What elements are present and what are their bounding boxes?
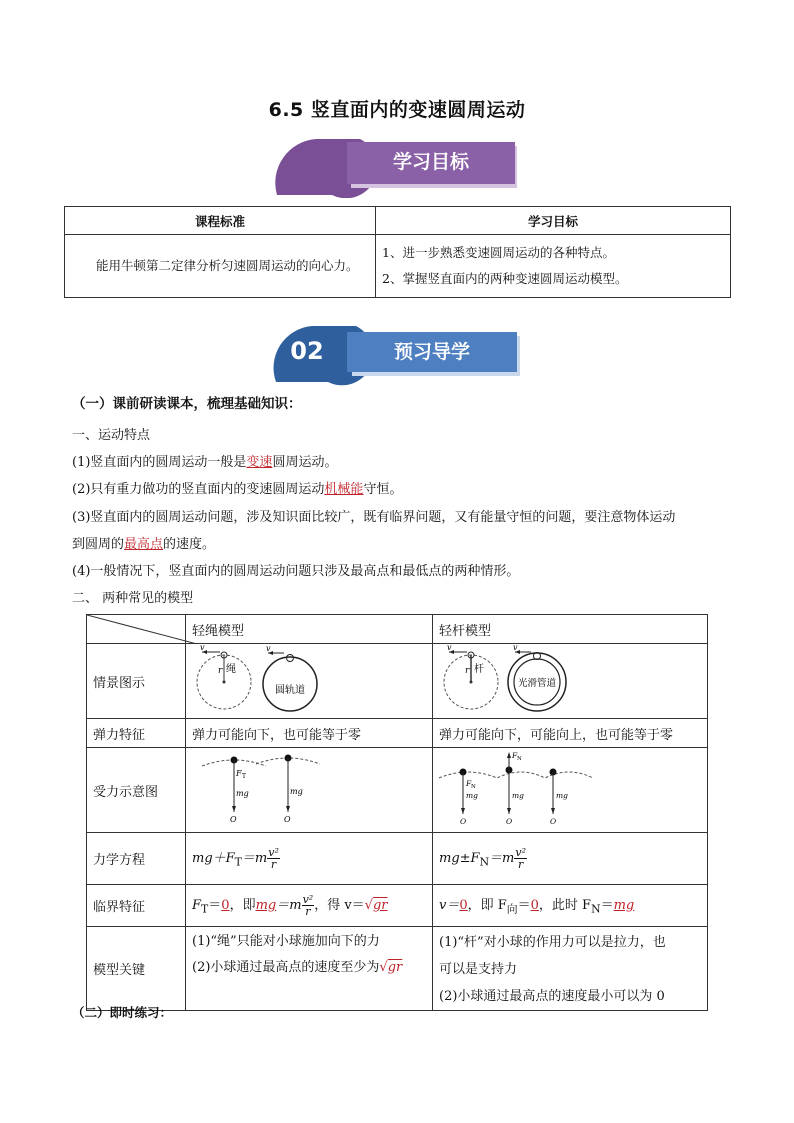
- velocity-label: v: [266, 644, 271, 653]
- row-label-critical: 临界特征: [87, 885, 186, 927]
- svg-text:mg: mg: [512, 791, 524, 800]
- rod-elastic-cell: 弹力可能向下，可能向上，也可能等于零: [433, 719, 708, 748]
- diagonal-line-icon: [87, 615, 197, 644]
- rope-elastic-cell: 弹力可能向下，也可能等于零: [186, 719, 433, 748]
- item-3-line1: (3)竖直面内的圆周运动问题，涉及知识面比较广，既有临界问题，又有能量守恒的问题，要注意物体运动: [72, 510, 676, 525]
- part1-title: 一、运动特点: [72, 428, 151, 443]
- velocity-label: v: [513, 644, 518, 652]
- svg-text:mg: mg: [466, 791, 478, 800]
- svg-text:T: T: [242, 773, 247, 780]
- rod-force-cell: [433, 748, 708, 833]
- rope-key-cell: (1)“绳”只能对小球施加向下的力 (2)小球通过最高点的速度至少为√gr: [186, 927, 433, 1011]
- rod-scene-cell: [433, 644, 708, 719]
- rod-label: 杆: [474, 664, 484, 675]
- tube-label: 光滑管道: [517, 678, 557, 689]
- banner2-number: 02: [290, 337, 324, 365]
- svg-text:mg: mg: [290, 787, 303, 796]
- rope-equation-cell: $mg+F_T=m$ $\frac{\text{v²}}{r}$: [186, 833, 433, 885]
- item-3-line2: 到圆周的最高点的速度。: [72, 537, 216, 552]
- fraction: $\frac{\text{v²}}{r}$: [302, 893, 314, 918]
- rope-critical-cell: $F_T=0$，即mg＝m $\frac{\text{v²}}{r}$ ，得 v＝√gr: [186, 885, 433, 927]
- radius-label: r: [218, 666, 223, 676]
- banner1-label: 学习目标: [392, 151, 469, 173]
- fraction: $\frac{\text{v²}}{r}$: [515, 846, 526, 871]
- rod-critical-cell: v＝0，即 $F_向=0$，此时 $F_N=mg$: [433, 885, 708, 927]
- fraction: $\frac{\text{v²}}{r}$: [268, 846, 279, 871]
- rope-scene-diagram: [186, 644, 432, 714]
- sqrt-icon: √: [379, 960, 388, 975]
- velocity-label: v: [447, 644, 452, 652]
- svg-text:mg: mg: [236, 789, 249, 798]
- velocity-label: v: [200, 644, 205, 652]
- item-2: (2)只有重力做功的竖直面内的变速圆周运动机械能守恒。: [72, 482, 403, 497]
- rope-force-cell: [186, 748, 433, 833]
- answer-blank: 变速: [246, 455, 273, 470]
- item-4: (4)一般情况下，竖直面内的圆周运动问题只涉及最高点和最低点的两种情形。: [72, 564, 520, 579]
- objectives-cell: [376, 235, 731, 298]
- svg-text:O: O: [550, 817, 557, 826]
- col-header-objectives: 学习目标: [376, 207, 731, 235]
- svg-text:F: F: [466, 779, 472, 788]
- rod-force-diagram: [433, 748, 697, 828]
- col-rod: 轻杆模型: [433, 615, 708, 644]
- answer-blank: 机械能: [324, 482, 364, 497]
- corner-cell: [87, 615, 186, 644]
- standard-cell: 能用牛顿第二定律分析匀速圆周运动的向心力。: [65, 235, 376, 298]
- svg-text:F: F: [512, 751, 518, 760]
- row-label-key: 模型关键: [87, 927, 186, 1011]
- row-label-force: 受力示意图: [87, 748, 186, 833]
- item-1: (1)竖直面内的圆周运动一般是变速圆周运动。: [72, 455, 338, 470]
- rod-equation-cell: $mg\pm F_N=m$ $\frac{\text{v²}}{r}$: [433, 833, 708, 885]
- rod-scene-diagram: [433, 644, 697, 714]
- rope-label: 绳: [226, 664, 236, 675]
- rod-key-cell: (1)“杆”对小球的作用力可以是拉力，也 可以是支持力 (2)小球通过最高点的速度最小可以为 0: [433, 927, 708, 1011]
- section2-heading: （二）即时练习：: [72, 1005, 173, 1020]
- models-table: [86, 614, 708, 1011]
- svg-text:F: F: [236, 769, 242, 778]
- goals-table: [64, 206, 731, 298]
- svg-text:O: O: [230, 815, 237, 824]
- track-label: 圆轨道: [275, 685, 305, 696]
- row-label-scene: 情景图示: [87, 644, 186, 719]
- rope-force-diagram: [186, 748, 432, 828]
- svg-text:O: O: [460, 817, 467, 826]
- sqrt-icon: √: [364, 898, 373, 913]
- banner2-label: 预习导学: [393, 341, 470, 363]
- svg-text:N: N: [517, 756, 522, 762]
- row-label-equation: 力学方程: [87, 833, 186, 885]
- section1-heading: （一）课前研读课本，梳理基础知识：: [72, 396, 302, 412]
- col-header-standard: 课程标准: [65, 207, 376, 235]
- page-title: 6.5 竖直面内的变速圆周运动: [268, 99, 526, 121]
- col-rope: 轻绳模型: [186, 615, 433, 644]
- row-label-elastic: 弹力特征: [87, 719, 186, 748]
- objective-item: 1、进一步熟悉变速圆周运动的各种特点。: [382, 245, 615, 260]
- svg-text:N: N: [471, 784, 476, 790]
- answer-blank: 最高点: [124, 537, 164, 552]
- part2-title: 二、 两种常见的模型: [72, 591, 194, 606]
- svg-text:O: O: [284, 815, 291, 824]
- rope-scene-cell: [186, 644, 433, 719]
- objective-item: 2、掌握竖直面内的两种变速圆周运动模型。: [382, 271, 628, 286]
- svg-text:O: O: [506, 817, 513, 826]
- radius-label: r: [465, 666, 470, 676]
- svg-text:mg: mg: [556, 791, 568, 800]
